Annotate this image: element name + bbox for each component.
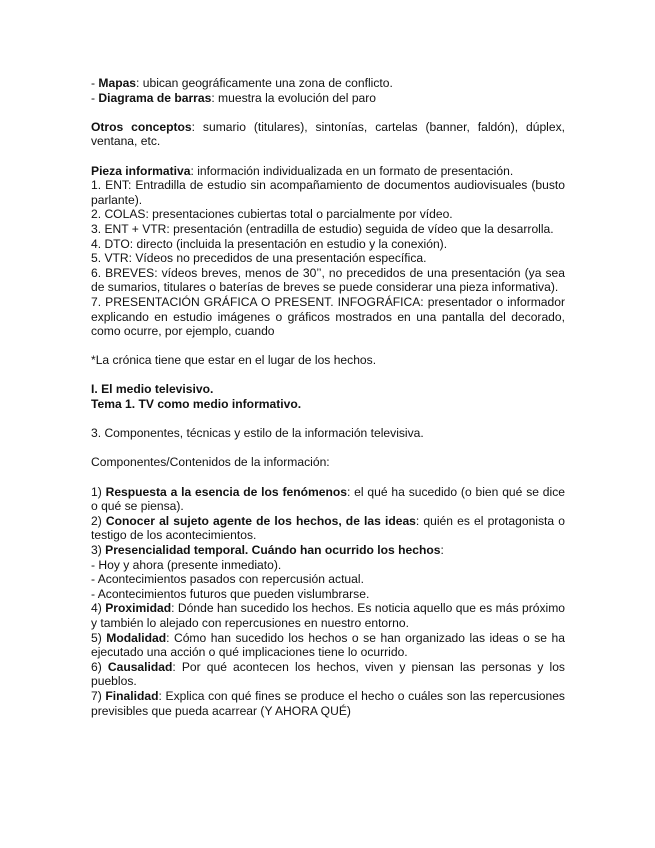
component-term: Finalidad — [105, 688, 159, 703]
component-term: Causalidad — [107, 659, 173, 674]
otros-conceptos — [91, 120, 565, 149]
cronica-note: *La crónica tiene que estar en el lugar de los hechos. — [91, 353, 377, 368]
format-item: 2. COLAS: presentaciones cubiertas total o parcialmente por vídeo. — [91, 207, 453, 222]
component-number: 3) — [91, 543, 106, 557]
component-number: 4) — [91, 601, 106, 616]
mapas-term: Mapas — [98, 76, 137, 90]
component-text: : el qué ha sucedido (o bien qué se dice o qué se piensa). — [91, 484, 565, 514]
component-text: : Explica con qué fines se produce el hecho o cuáles son las repercusiones previsibles que pueda acarrear (Y AHORA QUÉ) — [91, 688, 565, 718]
pieza-term: Pieza informativa — [91, 163, 191, 178]
pieza-text: : información individualizada en un formato de presentación. — [190, 163, 514, 178]
barras-text: : muestra la evolución del paro — [211, 90, 377, 105]
pieza-informativa — [91, 164, 565, 179]
component-text: : — [440, 543, 444, 557]
component-3-item: - Acontecimientos pasados con repercusión actual. — [91, 572, 364, 587]
component-1 — [91, 485, 565, 514]
format-item: 7. PRESENTACIÓN GRÁFICA O PRESENT. INFOGRÁFICA: presentador o informador explicando en estudio imágenes o gráficos mostrados en una pantalla del decorado, como ocurre, por ejemplo, cuando — [91, 294, 565, 339]
component-term: Modalidad — [106, 630, 167, 645]
component-text: : Cómo han sucedido los hechos o se han organizado las ideas o se ha ejecutado una acción o qué implicaciones tiene lo ocurrido. — [91, 630, 565, 660]
component-number: 5) — [91, 630, 107, 645]
component-3 — [91, 543, 565, 558]
barras-term: Diagrama de barras — [98, 90, 212, 105]
mapas-line: - Mapas: ubican geográficamente una zona de conflicto. — [91, 76, 393, 90]
format-item: 3. ENT + VTR: presentación (entradilla de estudio) seguida de vídeo que la desarrolla. — [91, 221, 554, 236]
component-text: : Por qué acontecen los hechos, viven y piensan las personas y los pueblos. — [91, 659, 565, 689]
tema-title-text: Tema 1. TV como medio informativo. — [91, 397, 302, 412]
component-term: Conocer al sujeto agente de los hechos, de las ideas — [105, 513, 416, 528]
format-item: 1. ENT: Entradilla de estudio sin acompañamiento de documentos audiovisuales (busto parlante). — [91, 178, 565, 207]
section-heading: 3. Componentes, técnicas y estilo de la información televisiva. — [91, 426, 424, 441]
component-term: Presencialidad temporal. Cuándo han ocurrido los hechos — [105, 543, 441, 557]
unit-title-text: I. El medio televisivo. — [91, 382, 214, 397]
component-3-item: - Hoy y ahora (presente inmediato). — [91, 557, 282, 572]
component-7 — [91, 689, 565, 718]
unit-title — [91, 382, 565, 397]
format-item: 4. DTO: directo (incluida la presentación en estudio y la conexión). — [91, 236, 448, 251]
componentes-heading: Componentes/Contenidos de la información: — [91, 455, 330, 470]
component-number: 6) — [91, 659, 108, 674]
component-4 — [91, 601, 565, 630]
format-item: 6. BREVES: vídeos breves, menos de 30’’, no precedidos de una presentación (ya sea de sumarios, titulares o baterías de breves se puede considerar una pieza informativa). — [91, 265, 565, 295]
component-number: 7) — [91, 688, 106, 703]
otros-text: : sumario (titulares), sintonías, cartelas (banner, faldón), dúplex, ventana, etc. — [91, 119, 565, 149]
tema-title — [91, 397, 565, 412]
component-5 — [91, 631, 565, 660]
component-number: 1) — [91, 484, 106, 499]
barras-line: - Diagrama de barras: muestra la evolución del paro — [91, 90, 377, 105]
component-6 — [91, 660, 565, 689]
document-page — [91, 76, 565, 718]
component-3-item: - Acontecimientos futuros que pueden vislumbrarse. — [91, 586, 370, 601]
component-term: Proximidad — [105, 601, 172, 616]
component-text: : quién es el protagonista o testigo de los acontecimientos. — [91, 513, 565, 543]
component-2 — [91, 514, 565, 543]
mapas-text: : ubican geográficamente una zona de conflicto. — [136, 76, 393, 90]
component-term: Respuesta a la esencia de los fenómenos — [105, 484, 347, 499]
format-item: 5. VTR: Vídeos no precedidos de una presentación específica. — [91, 251, 427, 266]
component-text: : Dónde han sucedido los hechos. Es noticia aquello que es más próximo y también lo alejado con repercusiones en nuestro entorno. — [91, 601, 565, 630]
otros-term: Otros conceptos — [91, 119, 192, 134]
component-number: 2) — [91, 513, 106, 528]
